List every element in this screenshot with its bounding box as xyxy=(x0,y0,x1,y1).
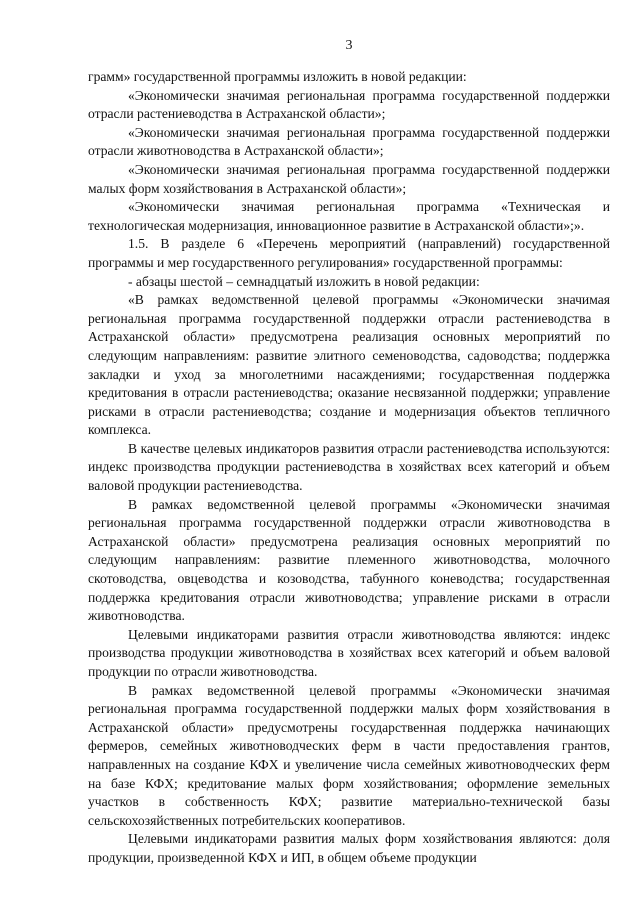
paragraph: 1.5. В разделе 6 «Перечень мероприятий (направлений) государственной программы и мер государственного регулирования» государственной программы: xyxy=(88,236,610,270)
paragraph: грамм» государственной программы изложить в новой редакции: xyxy=(88,69,467,84)
paragraph: Целевыми индикаторами развития отрасли животноводства являются: индекс производства продукции животноводства в хозяйствах всех категорий и объем валовой продукции по отрасли животноводства. xyxy=(88,626,610,679)
paragraph: - абзацы шестой – семнадцатый изложить в новой редакции: xyxy=(128,273,480,289)
paragraph: «Экономически значимая региональная программа государственной поддержки отрасли животноводства в Астраханской области»; xyxy=(88,124,610,159)
page-number: 3 xyxy=(345,38,353,53)
paragraph: «Экономически значимая региональная программа «Техническая и технологическая модернизация, инновационное развитие в Астраханской области»;». xyxy=(88,199,610,233)
paragraph: В рамках ведомственной целевой программы «Экономически значимая региональная программа государственной поддержки отрасли животноводства в Астраханской области» предусмотрена реализация основных мероприятий по следующим направлениям: развитие племенного животноводства, молочного скотоводства, овцеводства и козоводства, табунного коневодства; государственная поддержка кредитования отрасли животноводства; управление рисками в отрасли животноводства. xyxy=(88,496,610,624)
document-body xyxy=(88,68,610,868)
paragraph: В рамках ведомственной целевой программы «Экономически значимая региональная программа государственной поддержки малых форм хозяйствования в Астраханской области» предусмотрены государственная поддержка начинающих фермеров, семейных животноводческих ферм в части предоставления грантов, направленных на создание КФХ и увеличение числа семейных животноводческих ферм на базе КФХ; кредитование малых форм хозяйствования; оформление земельных участков в собственность КФХ; развитие материально-технической базы сельскохозяйственных потребительских кооперативов. xyxy=(88,682,610,828)
paragraph: В качестве целевых индикаторов развития отрасли растениеводства используются: индекс производства продукции растениеводства в хозяйствах всех категорий и объем валовой продукции растениеводства. xyxy=(88,440,610,494)
paragraph: Целевыми индикаторами развития малых форм хозяйствования являются: доля продукции, произведенной КФХ и ИП, в общем объеме продукции xyxy=(88,831,610,865)
paragraph: «В рамках ведомственной целевой программы «Экономически значимая региональная программа государственной поддержки отрасли растениеводства в Астраханской области» предусмотрена реализация основных мероприятий по следующим направлениям: развитие элитного семеноводства, садоводства; поддержка закладки и уход за многолетними насаждениями; государственная поддержка кредитования в отрасли растениеводства; оказание несвязанной поддержки; управление рисками в отрасли растениеводства; создание и модернизация объектов тепличного комплекса. xyxy=(88,292,610,438)
paragraph: «Экономически значимая региональная программа государственной поддержки малых форм хозяйствования в Астраханской области»; xyxy=(88,161,610,196)
paragraph: «Экономически значимая региональная программа государственной поддержки отрасли растениеводства в Астраханской области»; xyxy=(88,87,610,122)
